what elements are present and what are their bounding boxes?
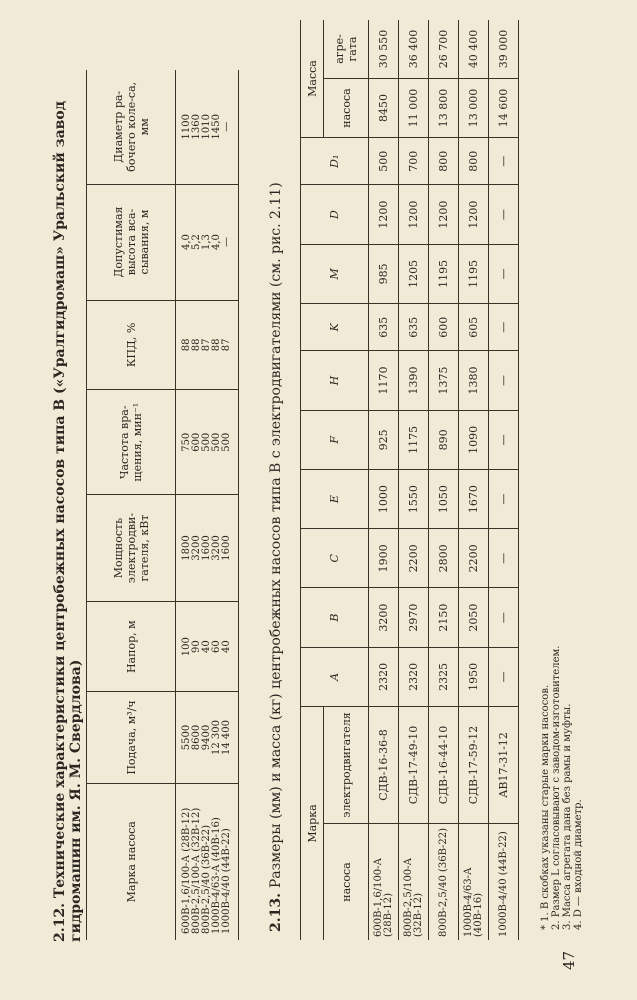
header-group-mass: Масса [301,20,324,138]
cell-podacha: 5500 8600 9400 12 300 14 400 [176,692,239,783]
cell-value: — [489,351,519,410]
cell-value: 2970 [399,588,429,647]
header-impeller-diameter: Диаметр ра-бочего коле-са, мм [87,70,176,184]
cell-pump: 1000В-4/63-А (40В-16) [459,824,489,941]
header-dim-e: E [301,469,369,528]
cell-value: 26 700 [429,20,459,79]
table-row [369,20,399,940]
note-2: 2. Размер L согласовывают с заводом-изготовителем. [551,645,562,930]
cell-value: — [489,138,519,185]
note-1: * 1. В скобках указаны старые марки насосов. [540,684,551,930]
cell-pump: 600В-1,6/100-А (28В-12) [369,824,399,941]
table-row [176,70,239,940]
cell-motor: АВ17-31-12 [489,707,519,824]
header-napor: Напор, м [87,601,176,692]
cell-value: 1670 [459,469,489,528]
header-pump: насоса [324,824,369,941]
header-dim-h: H [301,351,369,410]
page-number: 47 [560,950,578,970]
cell-value: 605 [459,304,489,351]
cell-value: 985 [369,244,399,303]
cell-motor: СДВ-17-59-12 [459,707,489,824]
table-2-12-number: 2.12. [52,903,68,942]
cell-value: 500 [369,138,399,185]
cell-value: — [489,185,519,244]
table-2-13-title [268,32,284,932]
header-kpd: КПД, % [87,300,176,390]
table-row [399,20,429,940]
cell-value: — [489,469,519,528]
cell-value: 14 600 [489,79,519,138]
cell-value: 2200 [399,529,429,588]
cell-napor: 100 90 40 60 40 [176,601,239,692]
cell-value: — [489,304,519,351]
cell-value: 1175 [399,410,429,469]
cell-pump: 800В-2,5/40 (36В-22) [429,824,459,941]
cell-value: 8450 [369,79,399,138]
table-2-13-caption: Размеры (мм) и масса (кг) центробежных насосов типа В с электродвигателями (см. рис. 2.11) [268,182,284,889]
cell-value: 1200 [369,185,399,244]
table-header-row [301,20,324,940]
cell-pump: 1000В-4/40 (44В-22) [489,824,519,941]
cell-value: — [489,244,519,303]
header-dim-c: C [301,529,369,588]
cell-value: 3200 [369,588,399,647]
header-dim-d: D [301,185,369,244]
table-2-12 [86,70,239,940]
cell-value: — [489,647,519,706]
cell-value: 40 400 [459,20,489,79]
header-dim-b: B [301,588,369,647]
cell-value: 700 [399,138,429,185]
header-podacha: Подача, м³/ч [87,692,176,783]
cell-value: 1200 [429,185,459,244]
table-row [429,20,459,940]
cell-value: 1000 [369,469,399,528]
cell-suction-height: 4,0 5,2 1,3 4,0 — [176,184,239,300]
cell-kpd: 88 88 87 88 87 [176,300,239,390]
cell-value: 13 800 [429,79,459,138]
cell-value: 39 000 [489,20,519,79]
cell-value: 1195 [429,244,459,303]
table-2-12-caption: Технические характеристики центробежных насосов типа В («Уралгидромаш» Уральский завод гидромашин им. Я. М. Свердлова) [52,100,84,942]
cell-value: — [489,410,519,469]
header-dim-d1: D₁ [301,138,369,185]
cell-power: 1800 3200 1600 3200 1600 [176,495,239,602]
header-mass-pump: насоса [324,79,369,138]
header-mass-unit: агре-гата [324,20,369,79]
cell-value: 2800 [429,529,459,588]
header-dim-k: K [301,304,369,351]
table-header-row [87,70,176,940]
cell-rpm: 750 600 500 500 500 [176,390,239,495]
header-motor: электродвигателя [324,707,369,824]
cell-value: 1950 [459,647,489,706]
header-dim-a: A [301,647,369,706]
cell-pump: 800В-2,5/100-А (32В-12) [399,824,429,941]
cell-marka: 600В-1,6/100-А (28В-12) 800В-2,5/100-А (32В-12) 800В-2,5/40 (36В-22) 1000В-4/63-А (40В-16) 1000В-4/40 (44В-22) [176,783,239,940]
cell-value: 1195 [459,244,489,303]
cell-value: 1380 [459,351,489,410]
cell-value: 1375 [429,351,459,410]
header-dim-m: M [301,244,369,303]
header-group-marka: Марка [301,707,324,941]
cell-value: 635 [399,304,429,351]
cell-motor: СДВ-16-36-8 [369,707,399,824]
cell-value: — [489,529,519,588]
table-notes [540,70,584,930]
table-2-13-number: 2.13. [268,893,284,932]
cell-motor: СДВ-16-44-10 [429,707,459,824]
note-4: 4. D — входной диаметр. [573,799,584,930]
cell-value: 1205 [399,244,429,303]
note-3: 3. Масса агрегата дана без рамы и муфты. [562,703,573,930]
cell-value: 1550 [399,469,429,528]
cell-value: 635 [369,304,399,351]
cell-value: 1900 [369,529,399,588]
header-rpm: Частота вра-щения, мин⁻¹ [87,390,176,495]
cell-value: — [489,588,519,647]
cell-value: 800 [429,138,459,185]
cell-value: 1200 [399,185,429,244]
header-power: Мощность электродви-гателя, кВт [87,495,176,602]
header-suction-height: Допустимая высота вса-сывания, м [87,184,176,300]
cell-value: 2200 [459,529,489,588]
cell-value: 600 [429,304,459,351]
cell-value: 1090 [459,410,489,469]
cell-value: 2150 [429,588,459,647]
cell-value: 925 [369,410,399,469]
cell-value: 2320 [369,647,399,706]
cell-value: 1050 [429,469,459,528]
cell-value: 36 400 [399,20,429,79]
cell-value: 13 000 [459,79,489,138]
cell-motor: СДВ-17-49-10 [399,707,429,824]
header-marka: Марка насоса [87,783,176,940]
cell-value: 30 550 [369,20,399,79]
table-row [489,20,519,940]
table-2-12-title [52,42,84,942]
cell-value: 800 [459,138,489,185]
cell-value: 2325 [429,647,459,706]
cell-value: 2320 [399,647,429,706]
cell-value: 1390 [399,351,429,410]
header-dim-f: F [301,410,369,469]
cell-value: 1200 [459,185,489,244]
table-row [459,20,489,940]
cell-value: 11 000 [399,79,429,138]
cell-value: 890 [429,410,459,469]
cell-value: 2050 [459,588,489,647]
cell-impeller-diameter: 1100 1360 1010 1450 — [176,70,239,184]
table-2-13 [300,20,519,940]
cell-value: 1170 [369,351,399,410]
